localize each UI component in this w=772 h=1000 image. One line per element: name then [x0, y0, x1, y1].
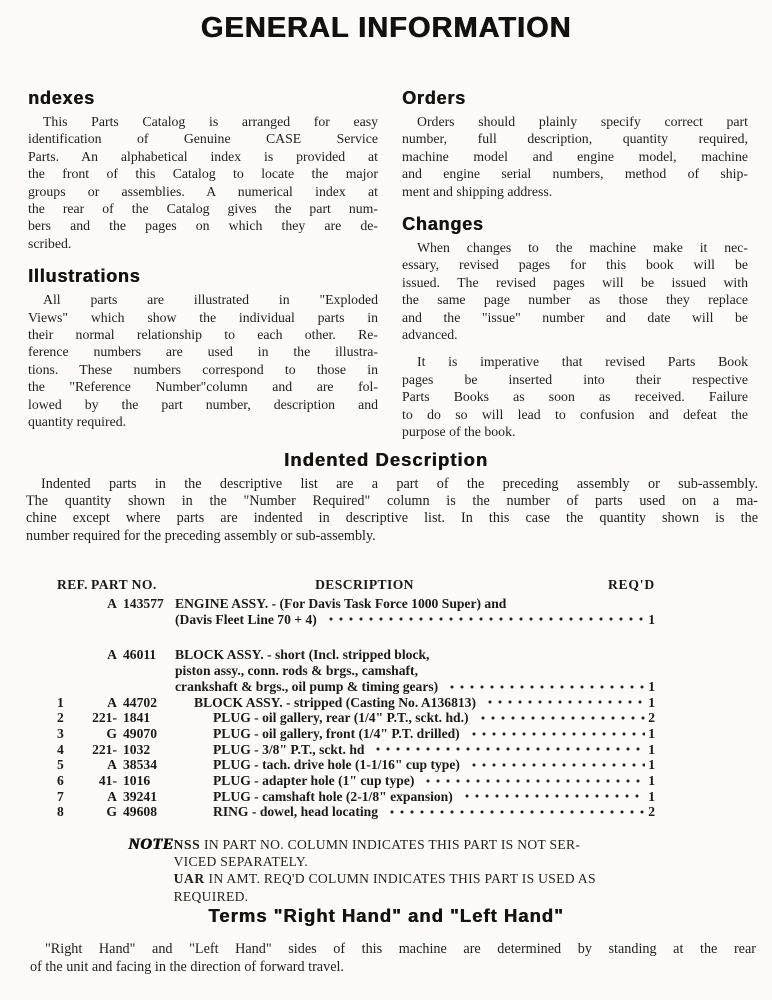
section-heading-changes: Changes [402, 214, 484, 235]
description-line: ENGINE ASSY. - (For Davis Task Force 1000 Super) and [175, 596, 507, 611]
text-line: All parts are illustrated in "Exploded [43, 292, 378, 308]
paragraph-illustrations [28, 291, 378, 430]
text-line: Indented parts in the descriptive list are a part of the preceding assembly or sub-assembly. [41, 476, 758, 492]
table-header-ref: REF. [57, 577, 88, 592]
table-row [57, 742, 655, 758]
text-line: bers and the pages on which they are de- [28, 218, 378, 234]
c-pfx: A [107, 757, 117, 773]
note-block [128, 836, 668, 905]
text-line: This Parts Catalog is arranged for easy [43, 114, 378, 129]
text-line: advanced. [402, 327, 458, 343]
c-pfx: A [107, 694, 117, 710]
description-cell [175, 695, 655, 711]
c-pfx: 41- [98, 773, 117, 789]
section-heading-illustrations: Illustrations [28, 266, 141, 287]
dot-leader [421, 773, 645, 789]
table-header-part: PART NO. [91, 577, 157, 592]
c-num: 46011 [123, 647, 157, 663]
text-line: The quantity shown in the "Number Required" column is the number of parts used on a ma- [26, 493, 758, 510]
text-line: issued. The revised pages will be issued with [402, 274, 748, 290]
c-ref: 7 [57, 788, 64, 804]
text-line: the "Reference Number"column and are fol- [28, 379, 378, 395]
c-pfx: 221- [92, 710, 117, 726]
paragraph-changes-2 [402, 353, 748, 440]
dtext: PLUG - oil gallery, rear (1/4" P.T., sckt. hd.) [213, 710, 469, 726]
c-num: 39241 [123, 788, 157, 804]
paragraph-indexes [28, 113, 378, 252]
dot-leader [476, 710, 646, 726]
text-line: the same page number as those they replace [402, 292, 748, 308]
dot-leader [460, 789, 645, 805]
dtext: BLOCK ASSY. - stripped (Casting No. A136813) [194, 694, 476, 710]
table-row [57, 726, 655, 742]
dtext: PLUG - adapter hole (1" cup type) [213, 773, 415, 789]
c-ref [57, 647, 91, 694]
c-ref: 8 [57, 804, 64, 820]
dot-leader [371, 742, 645, 758]
qty: 2 [648, 710, 655, 726]
text-line: Orders should plainly specify correct part [417, 114, 748, 129]
text-line: number, full description, quantity required, [402, 131, 748, 147]
table-header-reqd: REQ'D [607, 577, 655, 592]
qty: 1 [648, 694, 655, 710]
c-pfx: A [107, 788, 117, 804]
description-line: BLOCK ASSY. - short (Incl. stripped block, [175, 647, 430, 663]
text-line: UAR IN AMT. REQ'D COLUMN INDICATES THIS PART IS USED AS [173, 871, 596, 887]
text-line: lowed by the part number, description and [28, 396, 378, 412]
table-row [57, 710, 655, 726]
dot-leader [445, 679, 645, 695]
text-line: groups or assemblies. A numerical index at [28, 183, 378, 199]
table-row [57, 647, 655, 694]
text-line: their normal relationship to each other. Re- [28, 327, 378, 343]
dtext: PLUG - tach. drive hole (1-1/16" cup type) [213, 757, 460, 773]
section-heading-indented-description: Indented Description [284, 449, 488, 470]
text-line: It is imperative that revised Parts Book [417, 354, 748, 370]
description-cell [175, 804, 655, 820]
c-num: 1841 [123, 710, 151, 726]
c-pfx: A [107, 596, 117, 611]
table-row-gap [57, 627, 655, 647]
paragraph-orders [402, 113, 748, 200]
c-ref: 5 [57, 757, 64, 773]
section-heading-terms: Terms "Right Hand" and "Left Hand" [208, 905, 564, 926]
text-line: Parts. An alphabetical index is provided at [28, 148, 378, 164]
text-line: machine model and engine model, machine [402, 148, 748, 164]
text-line: tions. These numbers correspond to those in [28, 361, 378, 377]
text-line: the front of this Catalog to locate the major [28, 166, 378, 182]
qty: 1 [648, 757, 655, 773]
c-pfx: A [107, 647, 117, 663]
description-cell [175, 710, 655, 726]
qty: 1 [648, 788, 655, 804]
text-line: "Right Hand" and "Left Hand" sides of this machine are determined by standing at the rear [45, 941, 756, 957]
c-pfx: G [106, 804, 117, 820]
note-label: NOTE [128, 836, 174, 853]
c-ref [57, 596, 91, 627]
description-cell [175, 789, 655, 805]
c-num: 1016 [123, 773, 151, 789]
text-line: of the unit and facing in the direction of forward travel. [30, 958, 344, 975]
description-line [213, 789, 655, 805]
description-line [213, 742, 655, 758]
description-cell [175, 647, 655, 694]
text-line: essary, revised pages for this book will be [402, 257, 748, 273]
c-ref: 1 [57, 694, 64, 710]
description-line [175, 679, 655, 695]
dtext: PLUG - camshaft hole (2-1/8" expansion) [213, 788, 453, 804]
text-line: pages be inserted into their respective [402, 371, 748, 387]
text-line: the rear of the Catalog gives the part num- [28, 201, 378, 217]
table-body [57, 596, 655, 820]
parts-table [57, 577, 655, 820]
text-line: Views" which show the individual parts in [28, 309, 378, 325]
description-line: piston assy., conn. rods & brgs., camshaft, [175, 663, 418, 679]
text-line: purpose of the book. [402, 424, 516, 440]
paragraph-indented-description [26, 476, 758, 545]
page-title: GENERAL INFORMATION [200, 12, 572, 44]
description-cell [175, 596, 655, 627]
table-header-row [57, 577, 655, 593]
c-ref: 6 [57, 773, 64, 789]
description-line [213, 773, 655, 789]
text-line: and the "issue" number and date will be [402, 309, 748, 325]
right-column [402, 88, 748, 441]
description-cell [175, 726, 655, 742]
description-line [213, 804, 655, 820]
dot-leader [324, 612, 645, 628]
dtext: PLUG - 3/8" P.T., sckt. hd [213, 741, 365, 757]
c-ref: 4 [57, 741, 64, 757]
text-line: ference numbers are used in the illustra- [28, 344, 378, 360]
note-text [174, 836, 668, 905]
qty: 1 [648, 773, 655, 789]
table-row [57, 596, 655, 627]
c-num: 49608 [123, 804, 157, 820]
table-row [57, 804, 655, 820]
c-ref: 2 [57, 710, 64, 726]
text-line: When changes to the machine make it nec- [417, 240, 748, 256]
text-line: number required for the preceding assembly or sub-assembly. [26, 527, 376, 544]
text-line: scribed. [28, 235, 72, 251]
c-num: 1032 [123, 741, 151, 757]
description-line [175, 612, 655, 628]
dot-leader [467, 757, 645, 773]
dtext: (Davis Fleet Line 70 + 4) [175, 611, 317, 627]
table-row [57, 789, 655, 805]
qty: 1 [648, 611, 655, 627]
c-num: 44702 [123, 694, 157, 710]
paragraph-terms [30, 941, 756, 976]
description-cell [175, 773, 655, 789]
c-pfx: G [106, 725, 117, 741]
text-line: identification of Genuine CASE Service [28, 131, 378, 147]
qty: 1 [648, 678, 655, 694]
text-line: quantity required. [28, 414, 127, 430]
c-num: 38534 [123, 757, 157, 773]
description-line [213, 726, 655, 742]
c-num: 49070 [123, 725, 157, 741]
description-line [213, 710, 655, 726]
text-line: REQUIRED. [173, 888, 249, 904]
dtext: PLUG - oil gallery, front (1/4" P.T. drilled) [213, 725, 460, 741]
text-line: Parts Books as soon as received. Failure [402, 389, 748, 405]
left-column [28, 88, 378, 431]
section-heading-indexes: ndexes [28, 88, 95, 108]
description-cell [175, 742, 655, 758]
description-line [194, 695, 655, 711]
qty: 1 [648, 741, 655, 757]
dot-leader [385, 804, 645, 820]
dot-leader [467, 726, 646, 742]
text-line: NSS IN PART NO. COLUMN INDICATES THIS PART IS NOT SER- [173, 837, 581, 852]
paragraph-changes-1 [402, 239, 748, 343]
qty: 1 [648, 725, 655, 741]
section-heading-orders: Orders [402, 88, 466, 108]
text-line: to do so will lead to confusion and defeat the [402, 406, 748, 422]
table-row [57, 757, 655, 773]
text-line: and engine serial numbers, method of ship- [402, 166, 748, 182]
dtext: RING - dowel, head locating [213, 804, 379, 820]
text-line: chine except where parts are indented in descriptive list. In this case the quantity shown is the [26, 510, 758, 527]
text-line: ment and shipping address. [402, 183, 553, 199]
table-header-description: DESCRIPTION [315, 577, 414, 592]
description-line [213, 757, 655, 773]
text-line: VICED SEPARATELY. [173, 854, 308, 870]
dot-leader [483, 695, 645, 711]
c-pfx: 221- [92, 741, 117, 757]
dtext: crankshaft & brgs., oil pump & timing gears) [175, 678, 439, 694]
table-row [57, 773, 655, 789]
c-ref: 3 [57, 725, 64, 741]
table-row [57, 695, 655, 711]
qty: 2 [648, 804, 655, 820]
c-num: 143577 [123, 596, 164, 611]
description-cell [175, 757, 655, 773]
